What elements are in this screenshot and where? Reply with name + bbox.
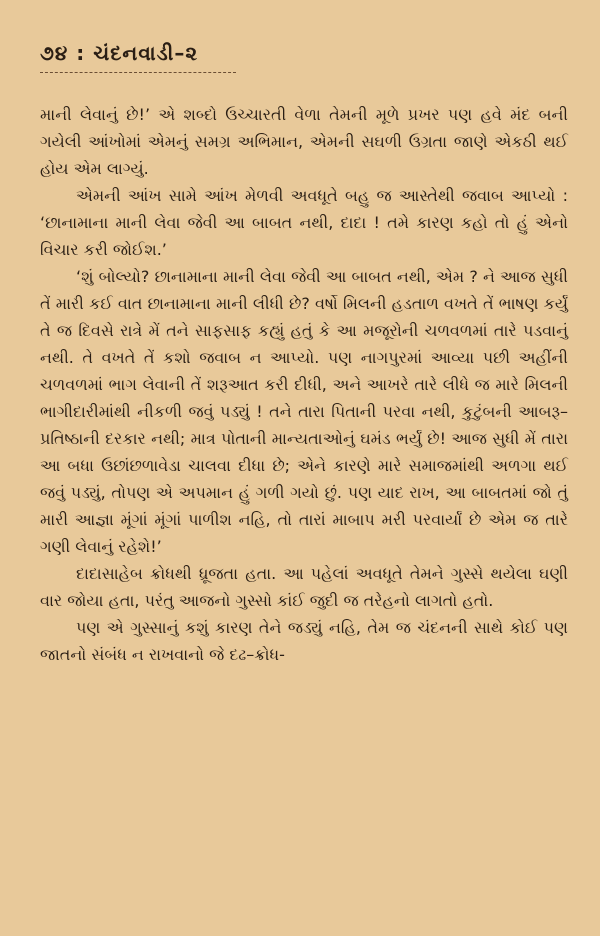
page-number: ૭૪	[40, 41, 69, 65]
running-title: ચંદનવાડી–૨	[93, 41, 199, 65]
paragraph: દાદાસાહેબ ક્રોધથી ધ્રૂજતા હતા. આ પહેલાં અવધૂતે તેમને ગુસ્સે થયેલા ઘણી વાર જોયા હતા, પરંતુ આજનો ગુસ્સો કાંઈ જુદી જ તરેહનો લાગતો હતો.	[40, 564, 568, 610]
body-text	[40, 101, 568, 668]
header-underline	[40, 72, 236, 73]
paragraph: માની લેવાનું છે!’ એ શબ્દો ઉચ્ચારતી વેળા તેમની મૂળે પ્રખર પણ હવે મંદ બની ગયેલી આંખોમાં એમનું સમગ્ર અભિમાન, એમની સઘળી ઉગ્રતા જાણે એકઠી થઈ હોય એમ લાગ્યું.	[40, 105, 568, 178]
running-header	[40, 40, 568, 73]
paragraph: ‘શું બોલ્યો? છાનામાના માની લેવા જેવી આ બાબત નથી, એમ ? ને આજ સુધી તેં મારી કઈ વાત છાનામાના માની લીધી છે? વર્ષો મિલની હડતાળ વખતે તેં ભાષણ કર્યું તે જ દિવસે રાત્રે મેં તને સાફસાફ કહ્યું હતું કે આ મજૂરોની ચળવળમાં તારે પડવાનું નથી. તે વખતે તેં કશો જવાબ ન આપ્યો. પણ નાગપુરમાં આવ્યા પછી અહીંની ચળવળમાં ભાગ લેવાની તેં શરૂઆત કરી દીધી, અને આખરે તારે લીધે જ મારે મિલની ભાગીદારીમાંથી નીકળી જવું પડ્યું ! તને તારા પિતાની પરવા નથી, કુટુંબની આબરૂ–પ્રતિષ્ઠાની દરકાર નથી; માત્ર પોતાની માન્યતાઓનું ઘમંડ ભર્યું છે! આજ સુધી મેં તારા આ બધા ઉછાંછળાવેડા ચાલવા દીધા છે; એને કારણે મારે સમાજમાંથી અળગા થઈ જવું પડ્યું, તોપણ એ અપમાન હું ગળી ગયો છું. પણ યાદ રાખ, આ બાબતમાં જો તું મારી આજ્ઞા મૂંગાં મૂંગાં પાળીશ નહિ, તો તારાં માબાપ મરી પરવાર્યાં છે એમ જ તારે ગણી લેવાનું રહેશે!’	[40, 267, 568, 556]
paragraph: એમની આંખ સામે આંખ મેળવી અવધૂતે બહુ જ આસ્તેથી જવાબ આપ્યો : ‘છાનામાના માની લેવા જેવી આ બાબત નથી, દાદા ! તમે કારણ કહો તો હું એનો વિચાર કરી જોઈશ.’	[40, 186, 568, 259]
paragraph: પણ એ ગુસ્સાનું કશું કારણ તેને જડ્યું નહિ, તેમ જ ચંદનની સાથે કોઈ પણ જાતનો સંબંધ ન રાખવાનો જે દઢ–ક્રોધ-	[40, 618, 568, 664]
header-separator: :	[76, 41, 86, 65]
